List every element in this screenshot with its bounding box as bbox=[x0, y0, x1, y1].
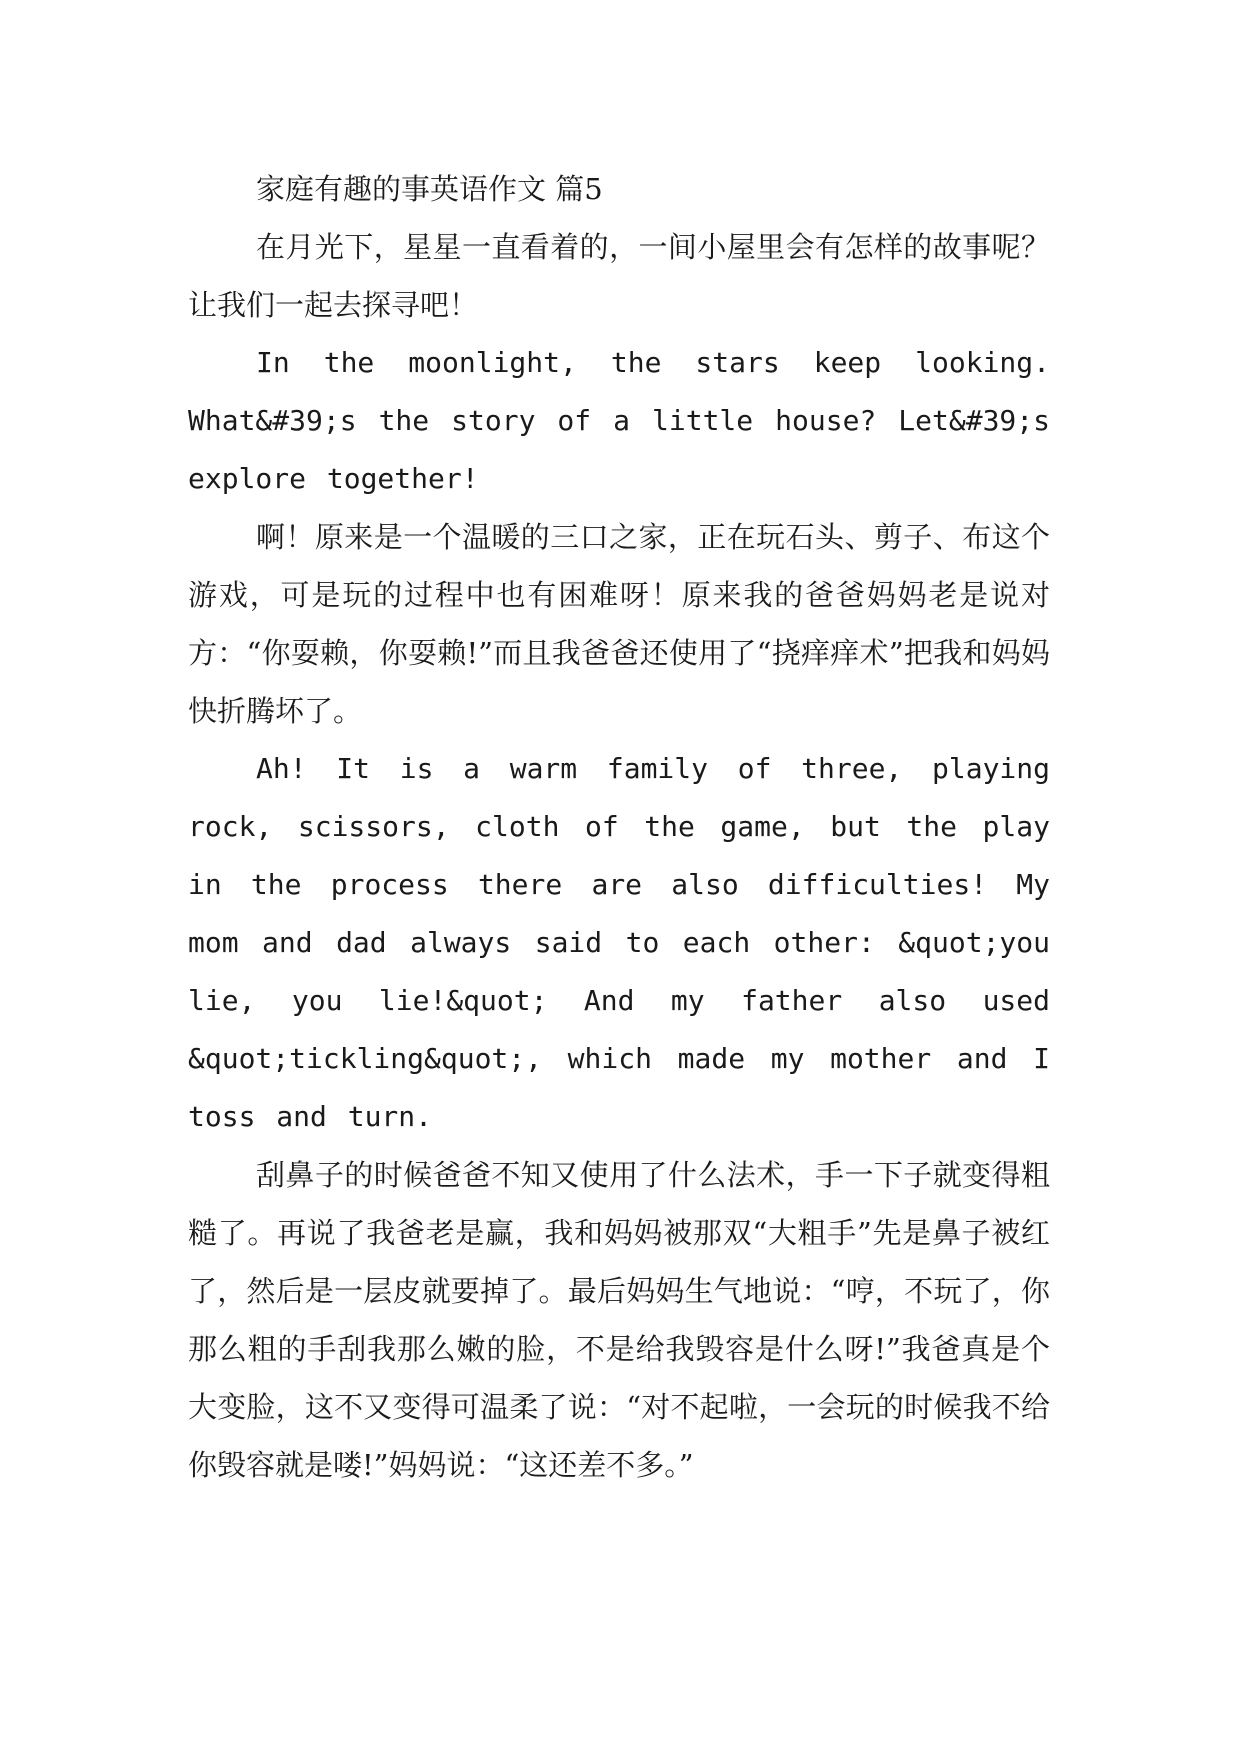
document-title: 家庭有趣的事英语作文 篇5 bbox=[256, 172, 603, 206]
paragraph-nose-zh: 刮鼻子的时候爸爸不知又使用了什么法术，手一下子就变得粗糙了。再说了我爸老是赢，我和妈妈被那双“大粗手”先是鼻子被红了，然后是一层皮就要掉了。最后妈妈生气地说：“哼，不玩了，你那么粗的手刮我那么嫩的脸，不是给我毁容是什么呀!”我爸真是个大变脸，这不又变得可温柔了说：“对不起啦，一会玩的时候我不给你毁容就是喽!”妈妈说：“这还差不多。” bbox=[188, 1158, 1050, 1482]
document-body bbox=[188, 160, 1050, 1494]
paragraph-intro-en: In the moonlight, the stars keep looking. What&#39;s the story of a little house? Let&#39;s explore together! bbox=[188, 346, 1050, 495]
paragraph-game-en: Ah! It is a warm family of three, playing rock, scissors, cloth of the game, but the play in the process there are also difficulties! My mom and dad always said to each other: &quot;you lie, you lie!&quot; And my father also used &quot;tickling&quot;, which made my mother and I toss and turn. bbox=[188, 752, 1050, 1133]
paragraph-game-zh: 啊！原来是一个温暖的三口之家，正在玩石头、剪子、布这个游戏，可是玩的过程中也有困难呀！原来我的爸爸妈妈老是说对方：“你耍赖，你耍赖!”而且我爸爸还使用了“挠痒痒术”把我和妈妈快折腾坏了。 bbox=[188, 520, 1050, 728]
paragraph-intro-zh: 在月光下，星星一直看着的，一间小屋里会有怎样的故事呢？让我们一起去探寻吧！ bbox=[188, 230, 1050, 322]
